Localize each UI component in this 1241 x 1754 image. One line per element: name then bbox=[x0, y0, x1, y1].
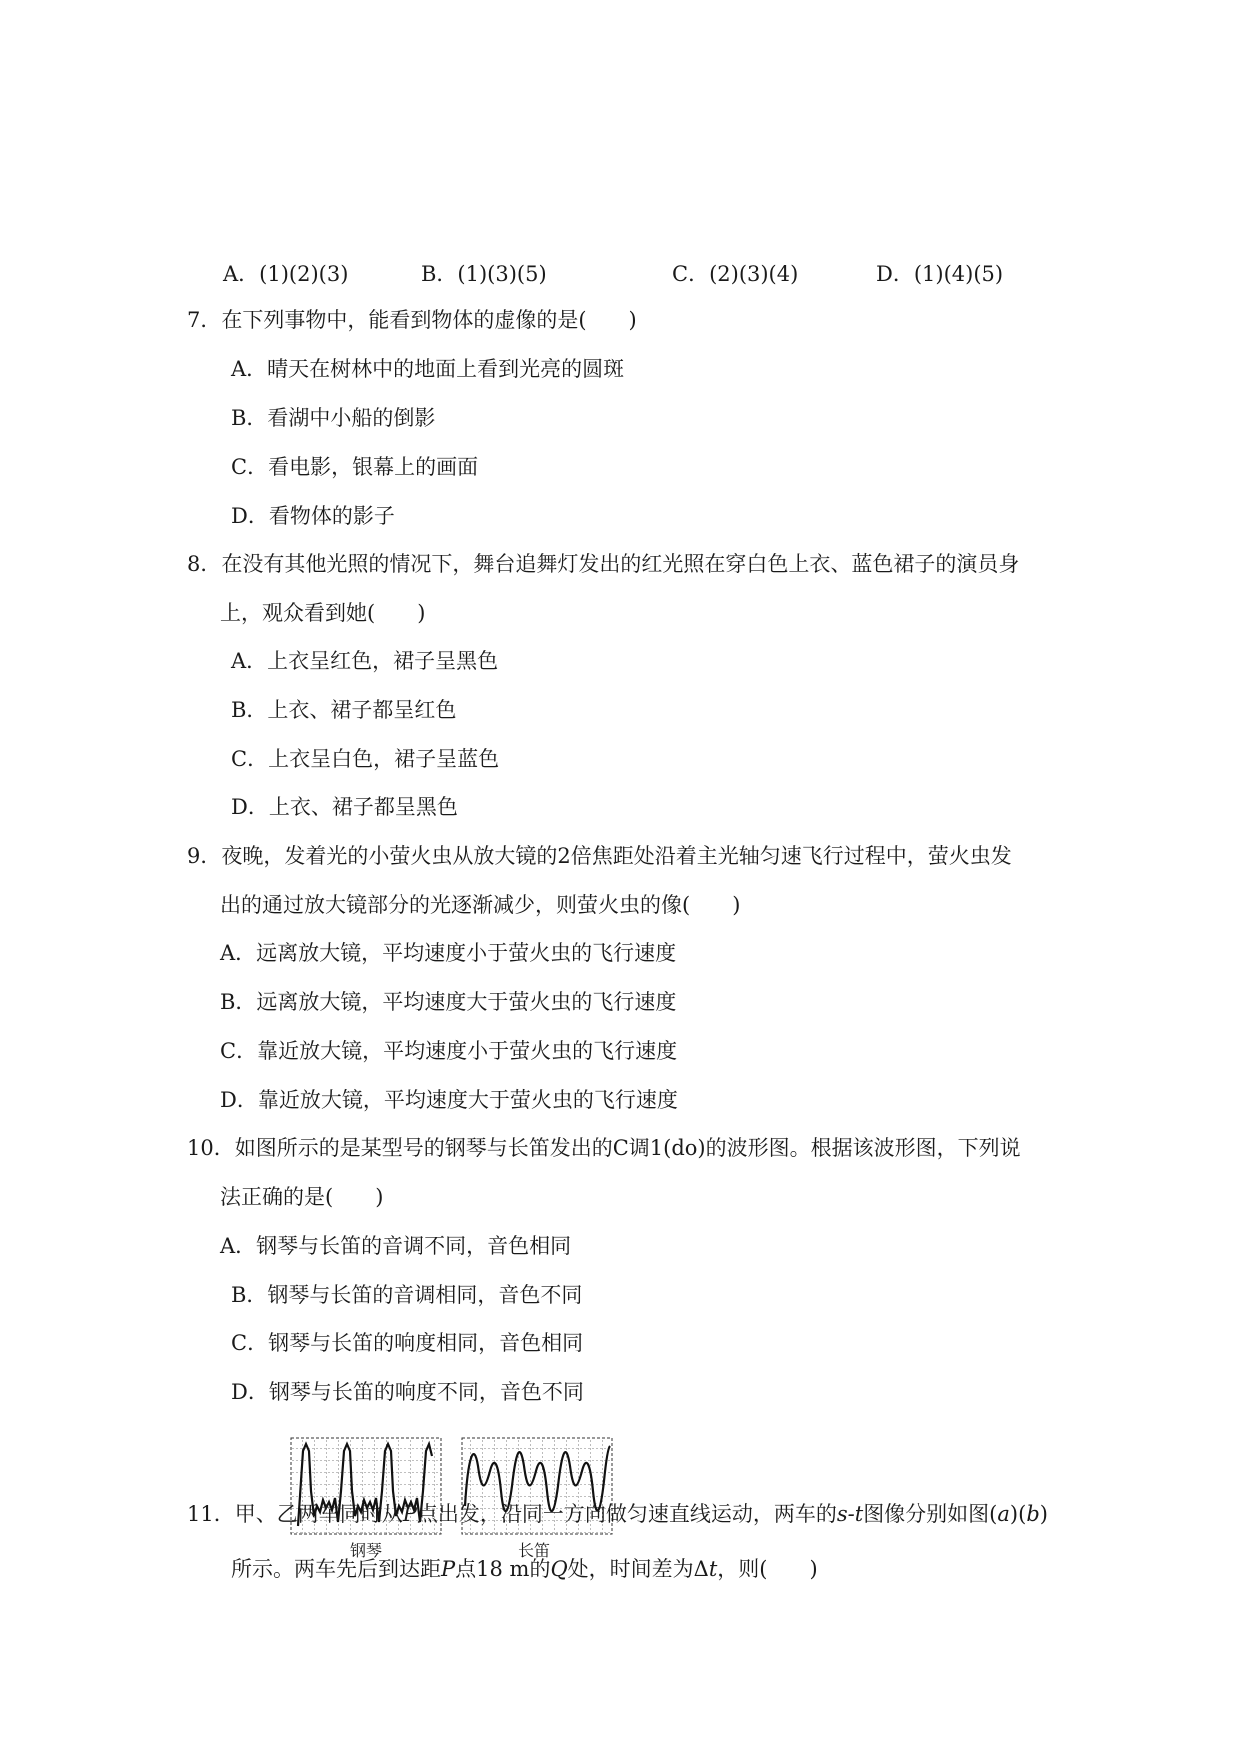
figure-caption-flute: 长笛 bbox=[518, 1541, 551, 1560]
q8-stem-line2: 上，观众看到她( ) bbox=[220, 601, 426, 625]
q10-option-a: A．钢琴与长笛的音调不同，音色相同 bbox=[220, 1234, 572, 1258]
q10-stem-line2: 法正确的是( ) bbox=[220, 1185, 384, 1209]
q11-var-p2: P bbox=[441, 1557, 456, 1581]
q11-text-1c: 图像分别如图( bbox=[863, 1502, 998, 1526]
q11-text-1e: ) bbox=[1039, 1502, 1048, 1526]
q7-option-c: C．看电影，银幕上的画面 bbox=[231, 455, 479, 479]
q11-text-2a: 所示。两车先后到达距 bbox=[231, 1557, 441, 1581]
q8-option-a: A．上衣呈红色，裙子呈黑色 bbox=[231, 649, 499, 673]
q9-stem-line2: 出的通过放大镜部分的光逐渐减少，则萤火虫的像( ) bbox=[220, 893, 741, 917]
q11-var-t: t bbox=[708, 1557, 718, 1581]
q7-stem: 7．在下列事物中，能看到物体的虚像的是( ) bbox=[187, 308, 637, 332]
q6-option-c: C．(2)(3)(4) bbox=[672, 262, 799, 286]
q8-stem-line1: 8．在没有其他光照的情况下，舞台追舞灯发出的红光照在穿白色上衣、蓝色裙子的演员身 bbox=[187, 552, 1020, 576]
q11-stem-line2 bbox=[231, 1555, 818, 1583]
q11-var-st: s-t bbox=[836, 1502, 864, 1526]
q11-var-q: Q bbox=[550, 1557, 568, 1581]
q7-option-d: D．看物体的影子 bbox=[231, 504, 395, 528]
q7-option-a: A．晴天在树林中的地面上看到光亮的圆斑 bbox=[231, 357, 625, 381]
q11-text-2d: ，则( ) bbox=[717, 1557, 818, 1581]
q11-var-p: P bbox=[402, 1502, 417, 1526]
q8-option-d: D．上衣、裙子都呈黑色 bbox=[231, 795, 458, 819]
q11-var-a: a bbox=[997, 1502, 1010, 1526]
figure-caption-piano: 钢琴 bbox=[350, 1541, 383, 1560]
q11-var-b: b bbox=[1026, 1502, 1040, 1526]
q9-stem-line1: 9．夜晚，发着光的小萤火虫从放大镜的2倍焦距处沿着主光轴匀速飞行过程中，萤火虫发 bbox=[187, 844, 1012, 868]
q10-stem-line1: 10．如图所示的是某型号的钢琴与长笛发出的C调1(do)的波形图。根据该波形图，下列说 bbox=[187, 1136, 1021, 1160]
q9-option-c: C．靠近放大镜，平均速度小于萤火虫的飞行速度 bbox=[220, 1039, 678, 1063]
q8-option-b: B．上衣、裙子都呈红色 bbox=[231, 698, 457, 722]
q9-option-d: D．靠近放大镜，平均速度大于萤火虫的飞行速度 bbox=[220, 1088, 678, 1112]
q7-option-b: B．看湖中小船的倒影 bbox=[231, 406, 436, 430]
q8-option-c: C．上衣呈白色，裙子呈蓝色 bbox=[231, 747, 500, 771]
q9-option-b: B．远离放大镜，平均速度大于萤火虫的飞行速度 bbox=[220, 990, 677, 1014]
q6-option-d: D．(1)(4)(5) bbox=[876, 262, 1004, 286]
q10-option-c: C．钢琴与长笛的响度相同，音色相同 bbox=[231, 1331, 584, 1355]
q10-option-b: B．钢琴与长笛的音调相同，音色不同 bbox=[231, 1283, 583, 1307]
q11-stem-line1 bbox=[187, 1500, 1048, 1528]
q10-option-d: D．钢琴与长笛的响度不同，音色不同 bbox=[231, 1380, 584, 1404]
q11-text-2c: 处，时间差为Δ bbox=[567, 1557, 709, 1581]
q11-text-1b: 点出发，沿同一方向做匀速直线运动，两车的 bbox=[416, 1502, 837, 1526]
q9-option-a: A．远离放大镜，平均速度小于萤火虫的飞行速度 bbox=[220, 941, 677, 965]
q11-text-1d: )( bbox=[1009, 1502, 1027, 1526]
q6-option-b: B．(1)(3)(5) bbox=[421, 262, 547, 286]
q6-option-a: A．(1)(2)(3) bbox=[223, 262, 349, 286]
q11-text-1a: 11．甲、乙两车同时从 bbox=[187, 1502, 403, 1526]
q11-text-2b: 点18 m的 bbox=[455, 1557, 551, 1581]
